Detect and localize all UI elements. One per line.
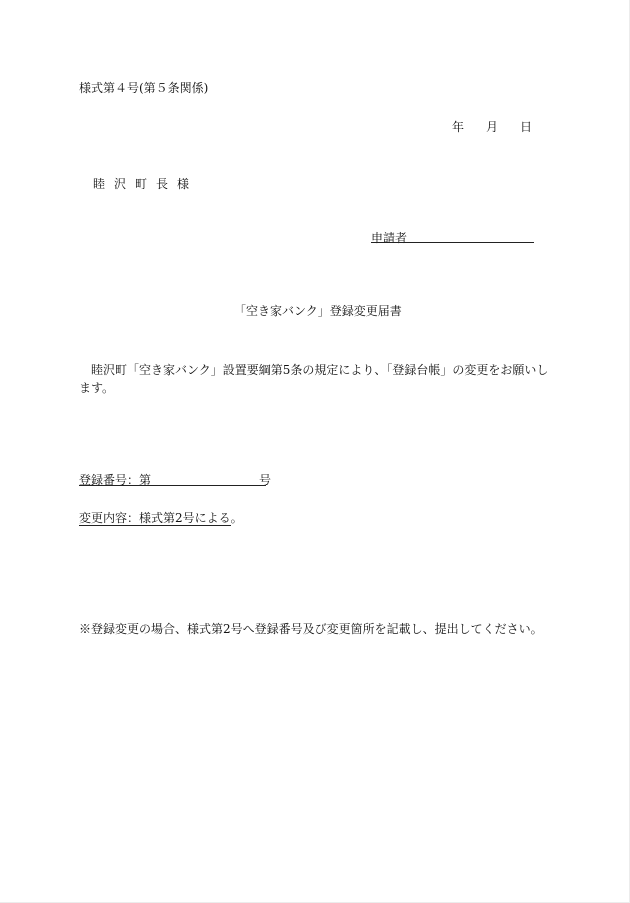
change-content-period: 。 bbox=[230, 511, 243, 525]
date-year-label: 年 bbox=[452, 120, 465, 134]
form-number: 様式第４号(第５条関係) bbox=[79, 81, 209, 95]
date-line bbox=[452, 119, 532, 135]
change-content-text: 変更内容：様式第2号による bbox=[79, 511, 231, 525]
change-content-line bbox=[79, 510, 243, 526]
addressee: 睦沢町長様 bbox=[93, 177, 199, 191]
document-title: 「空き家バンク」登録変更届書 bbox=[234, 304, 402, 318]
registration-number-underline bbox=[79, 485, 266, 486]
date-day-label: 日 bbox=[520, 120, 533, 134]
applicant-signature-line bbox=[371, 242, 534, 243]
date-month-label: 月 bbox=[486, 120, 499, 134]
applicant-label: 申請者 bbox=[371, 231, 408, 245]
footnote: ※登録変更の場合、様式第2号へ登録番号及び変更箇所を記載し、提出してください。 bbox=[79, 622, 543, 636]
registration-number-suffix: 号 bbox=[259, 473, 272, 487]
body-paragraph: 睦沢町「空き家バンク」設置要綱第5条の規定により、「登録台帳」の変更をお願いします。 bbox=[79, 363, 549, 395]
registration-number-prefix: 登録番号：第 bbox=[79, 473, 152, 487]
